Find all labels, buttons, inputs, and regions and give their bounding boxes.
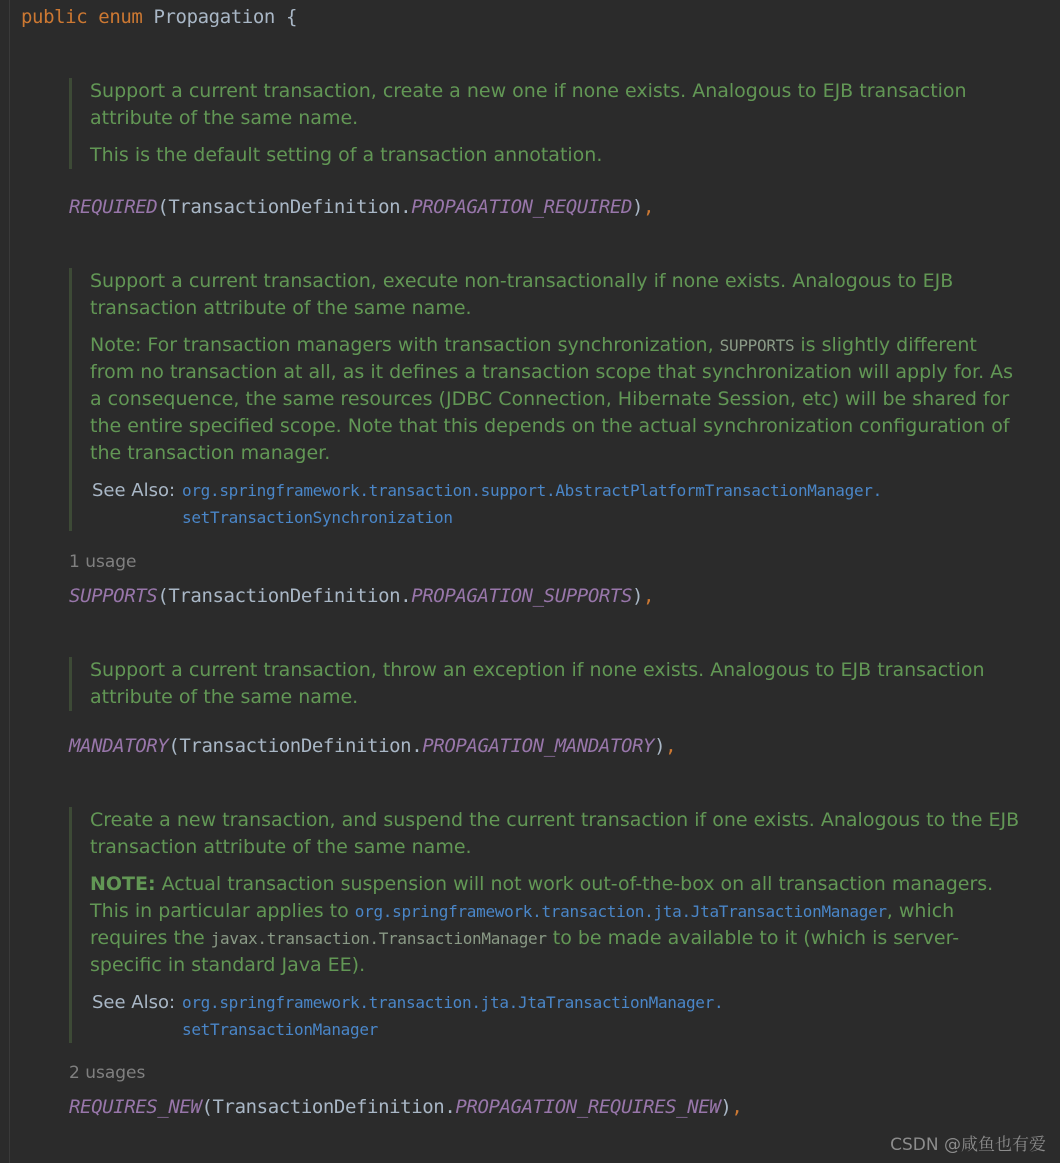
constant-name: REQUIRED (69, 196, 158, 218)
constant-ref[interactable]: PROPAGATION_REQUIRES_NEW (455, 1096, 721, 1118)
comma: , (731, 1096, 743, 1118)
javadoc-supports (69, 268, 1020, 531)
see-also-link[interactable]: setTransactionManager (182, 1020, 378, 1039)
doc-paragraph: Support a current transaction, execute non-transactionally if none exists. Analogous to EJB transaction attribute of the same name. (90, 270, 954, 319)
comma: , (643, 585, 655, 607)
see-also-label: See Also: (92, 480, 176, 501)
constructor-open: (TransactionDefinition. (168, 735, 423, 757)
doc-paragraph: Create a new transaction, and suspend the current transaction if one exists. Analogous to the EJB transaction attribute of the same name. (90, 809, 1020, 858)
editor-gutter-divider (9, 0, 10, 1163)
constructor-open: (TransactionDefinition. (201, 1096, 456, 1118)
open-brace: { (285, 6, 298, 28)
doc-text: , which requires the (90, 900, 955, 949)
watermark: CSDN @咸鱼也有爱 (890, 1135, 1046, 1155)
constant-name: REQUIRES_NEW (69, 1096, 202, 1118)
doc-text: Actual transaction suspension will not work out-of-the-box on all transaction managers. This in particular applies to (90, 873, 994, 922)
doc-paragraph (90, 332, 1020, 467)
see-also-link[interactable]: org.springframework.transaction.jta.JtaTransactionManager. (182, 993, 724, 1012)
doc-paragraph (90, 871, 1020, 979)
enum-constant-supports[interactable] (69, 584, 654, 608)
see-also (90, 477, 1020, 531)
inline-code: javax.transaction.TransactionManager (210, 929, 547, 948)
see-also-links (182, 989, 1020, 1043)
constructor-open: (TransactionDefinition. (157, 196, 412, 218)
doc-text: is slightly different from no transaction at all, as it defines a transaction scope that synchronization will apply for. As a consequence, the same resources (JDBC Connection, Hibernate Session, etc) will be shared for the entire specified scope. Note that this depends on the actual synchronization configuration of the transaction manager. (90, 334, 1014, 464)
constructor-close: ) (720, 1096, 732, 1118)
doc-paragraph: Support a current transaction, throw an exception if none exists. Analogous to EJB transaction attribute of the same name. (90, 659, 985, 708)
javadoc-mandatory (69, 657, 1020, 711)
constant-name: MANDATORY (69, 735, 169, 757)
constructor-close: ) (632, 585, 644, 607)
comma: , (643, 196, 655, 218)
enum-declaration[interactable] (21, 5, 297, 29)
doc-text: Note: For transaction managers with transaction synchronization, (90, 334, 720, 356)
see-also-link[interactable]: setTransactionSynchronization (182, 508, 453, 527)
usage-count[interactable]: 1 usage (69, 552, 137, 572)
constructor-close: ) (654, 735, 666, 757)
constant-ref[interactable]: PROPAGATION_SUPPORTS (411, 585, 632, 607)
doc-text: to be made available to it (which is server-specific in standard Java EE). (90, 927, 960, 976)
inline-link[interactable]: org.springframework.transaction.jta.JtaTransactionManager (354, 902, 887, 921)
keyword-public: public (21, 6, 88, 28)
enum-constant-mandatory[interactable] (69, 734, 676, 758)
see-also-link[interactable]: org.springframework.transaction.support.AbstractPlatformTransactionManager. (182, 481, 882, 500)
see-also (90, 989, 1020, 1043)
javadoc-requires-new (69, 807, 1020, 1043)
inline-code: SUPPORTS (719, 336, 795, 355)
usage-count[interactable]: 2 usages (69, 1063, 146, 1083)
enum-name: Propagation (153, 6, 275, 28)
enum-constant-requires-new[interactable] (69, 1095, 742, 1119)
see-also-links (182, 477, 1020, 531)
constructor-close: ) (632, 196, 644, 218)
constant-name: SUPPORTS (69, 585, 158, 607)
enum-constant-required[interactable] (69, 195, 654, 219)
constant-ref[interactable]: PROPAGATION_MANDATORY (422, 735, 655, 757)
comma: , (665, 735, 677, 757)
constant-ref[interactable]: PROPAGATION_REQUIRED (411, 196, 632, 218)
see-also-label: See Also: (92, 992, 176, 1013)
doc-paragraph: This is the default setting of a transaction annotation. (90, 144, 603, 166)
javadoc-required (69, 78, 1020, 169)
constructor-open: (TransactionDefinition. (157, 585, 412, 607)
note-label: NOTE: (90, 873, 156, 895)
doc-paragraph: Support a current transaction, create a new one if none exists. Analogous to EJB transaction attribute of the same name. (90, 80, 967, 129)
keyword-enum: enum (98, 6, 143, 28)
